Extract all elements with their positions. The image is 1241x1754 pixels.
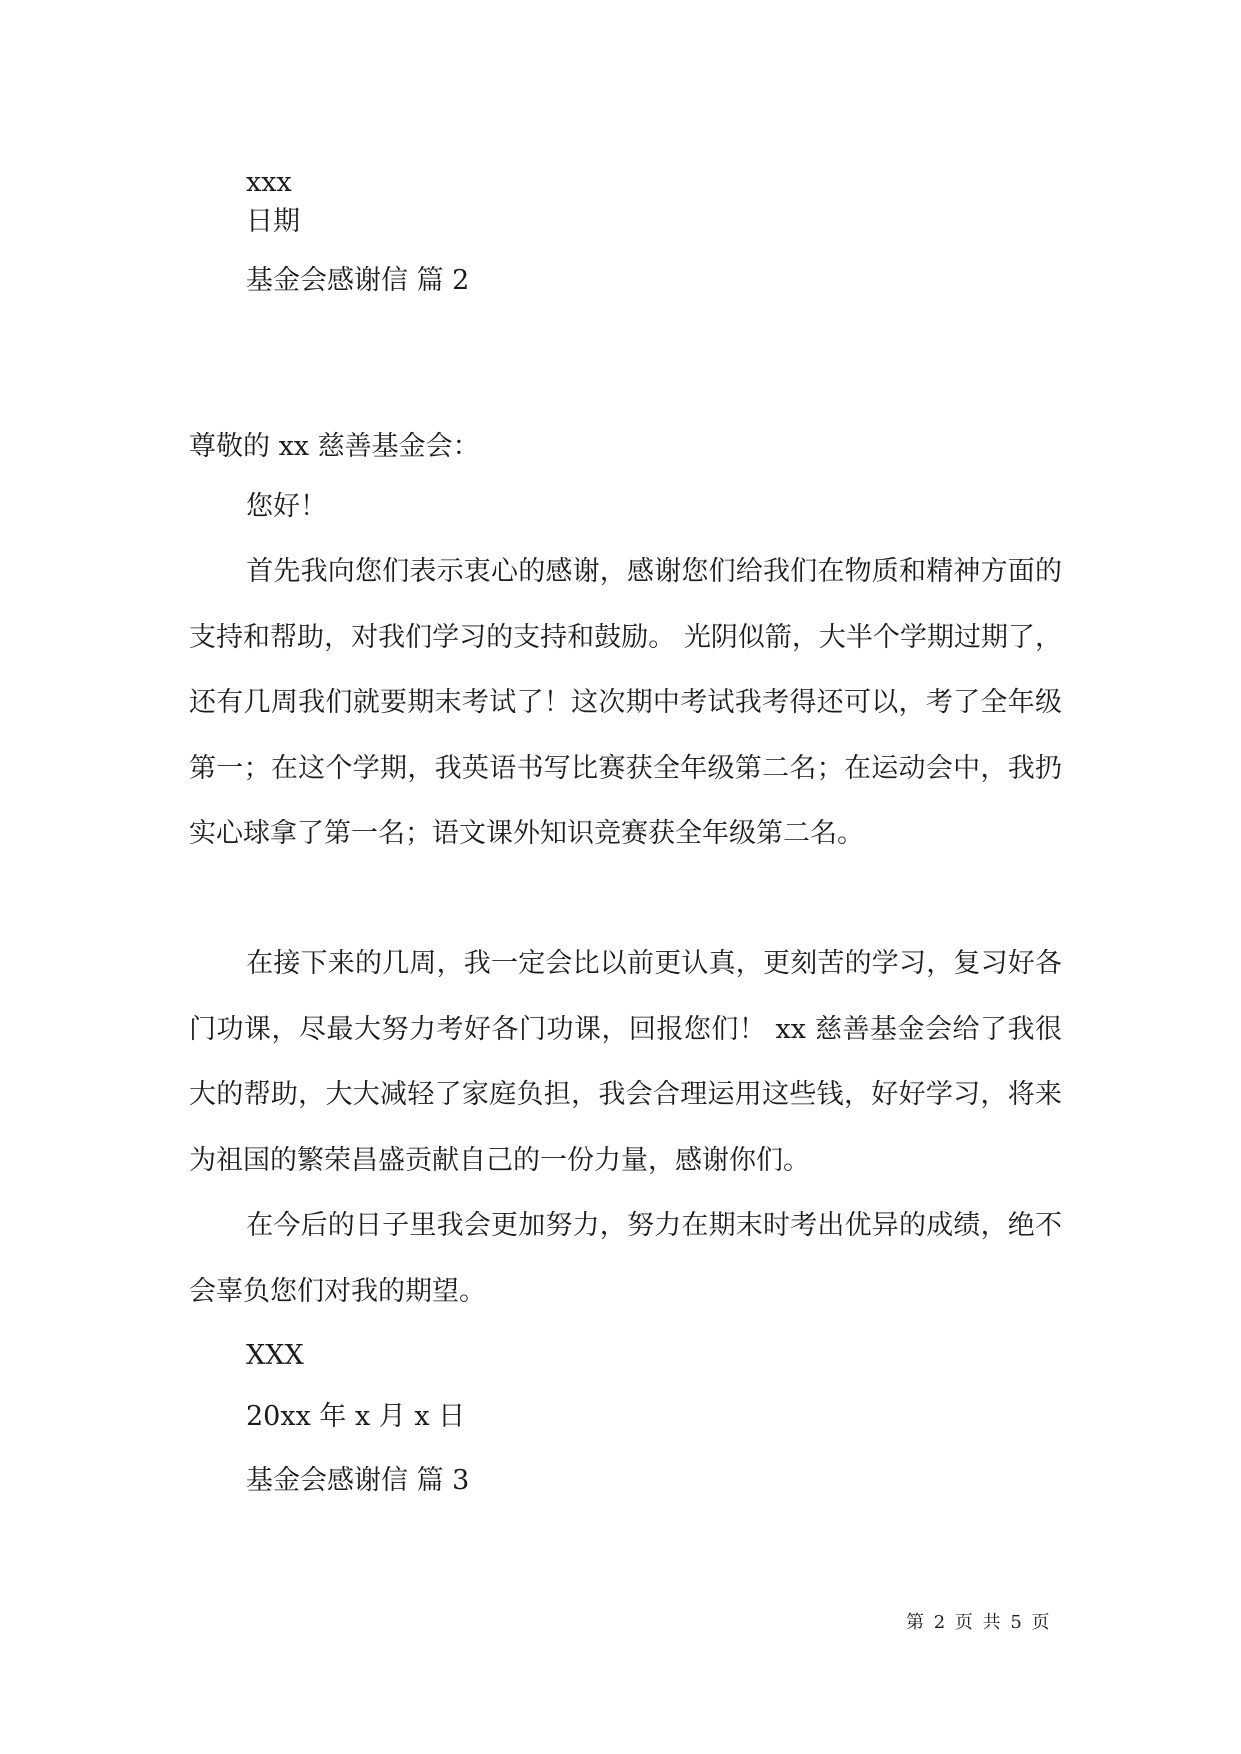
body-paragraph [189, 931, 1062, 1193]
section-heading-2: 基金会感谢信 篇 2 [246, 265, 470, 296]
section-heading-3: 基金会感谢信 篇 3 [246, 1465, 470, 1496]
paragraph-text: 在接下来的几周，我一定会比以前更认真，更刻苦的学习，复习好各门功课，尽最大努力考好各门功课，回报您们！ xx 慈善基金会给了我很大的帮助，大大减轻了家庭负担，我会合理运用这些钱，好好学习，将来为祖国的繁荣昌盛贡献自己的一份力量，感谢你们。 [189, 948, 1062, 1176]
previous-date: 日期 [246, 206, 300, 237]
previous-signature: xxx [246, 167, 292, 198]
salutation: 尊敬的 xx 慈善基金会： [189, 431, 480, 462]
greeting: 您好！ [246, 491, 327, 522]
signature: XXX [246, 1340, 304, 1371]
paragraph-text: 在今后的日子里我会更加努力，努力在期末时考出优异的成绩，绝不会辜负您们对我的期望。 [189, 1210, 1062, 1307]
date: 20xx 年 x 月 x 日 [246, 1401, 466, 1432]
page-number-footer: 第 2 页 共 5 页 [906, 1612, 1052, 1633]
body-paragraph [189, 539, 1062, 867]
body-paragraph [189, 1193, 1062, 1324]
paragraph-text: 首先我向您们表示衷心的感谢，感谢您们给我们在物质和精神方面的支持和帮助，对我们学习的支持和鼓励。 光阴似箭，大半个学期过期了，还有几周我们就要期末考试了！这次期中考试我考得还可以，考了全年级第一；在这个学期，我英语书写比赛获全年级第二名；在运动会中，我扔实心球拿了第一名；语文课外知识竞赛获全年级第二名。 [189, 556, 1062, 849]
